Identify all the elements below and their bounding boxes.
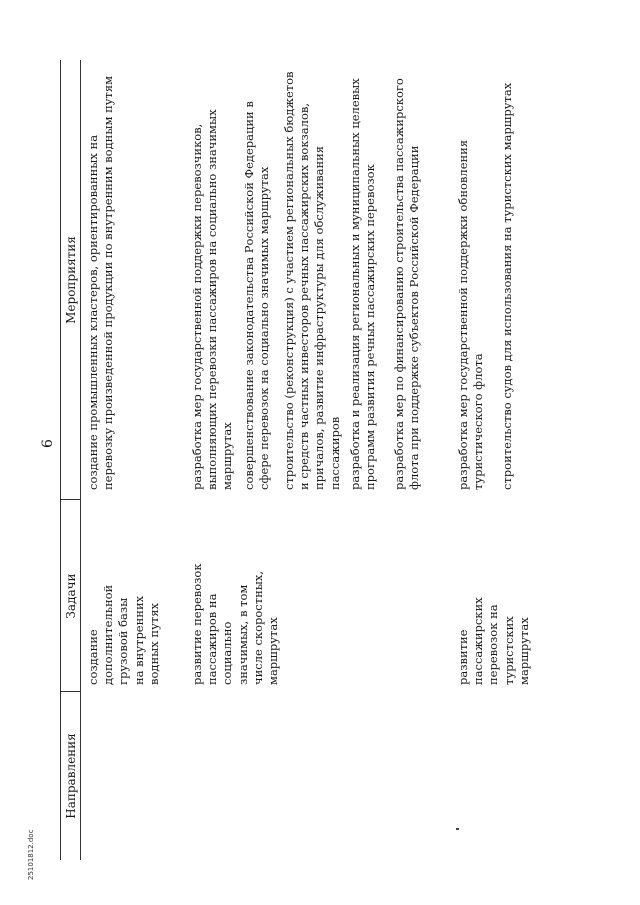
task-text: развитие перевозок пассажиров на социально значимых, в том числе скоростных, маршрутах [190, 563, 280, 685]
page-number: 6 [40, 439, 56, 448]
task-text: развитие пассажирских перевозок на туристских маршрутах [456, 597, 531, 685]
measure-text: разработка мер государственной поддержки перевозчиков, выполняющих перевозки пассажиров на социально значимых маршрутах [190, 109, 235, 490]
measure-text: совершенствование законодательства Российской Федерации в сфере перевозок на социально значимых маршрутах [242, 101, 272, 490]
measure-cell [190, 70, 236, 490]
measure-text: создание промышленных кластеров, ориентированных на перевозку произведенной продукции по внутренним водным путям [86, 75, 116, 490]
measure-cell [348, 70, 378, 490]
measure-text: строительство (реконструкция) с участием региональных бюджетов и средств частных инвесторов речных пассажирских вокзалов, причалов, развитие инфраструктуры для обслуживания пассажиров [282, 71, 342, 490]
document-id: 25101812.doc [27, 829, 35, 880]
measure-text: разработка и реализация региональных и муниципальных целевых программ развития речных пассажирских перевозок [348, 78, 378, 490]
measure-cell [86, 70, 116, 490]
task-cell [190, 560, 281, 685]
measure-cell [392, 70, 422, 490]
measure-text: строительство судов для использования на туристских маршрутах [500, 82, 514, 490]
task-cell [86, 585, 162, 685]
table-top-border [60, 60, 61, 860]
measure-cell [242, 70, 272, 490]
header-bottom-border [80, 60, 81, 860]
task-text: создание дополнительной грузовой базы на внутренних водных путях [86, 584, 161, 685]
header-measures: Мероприятия [64, 236, 78, 324]
task-cell [456, 560, 532, 685]
measure-text: разработка мер по финансированию строительства пассажирского флота при поддержке субъектов Российской Федерации [392, 78, 422, 490]
scan-speck [456, 828, 459, 830]
measure-text: разработка мер государственной поддержки обновления туристического флота [456, 139, 486, 490]
measure-cell [500, 70, 515, 490]
rotated-table [60, 60, 531, 860]
header-directions: Направления [64, 733, 78, 819]
header-tasks: Задачи [64, 573, 78, 619]
measure-cell [456, 70, 486, 490]
measure-cell [282, 70, 343, 490]
